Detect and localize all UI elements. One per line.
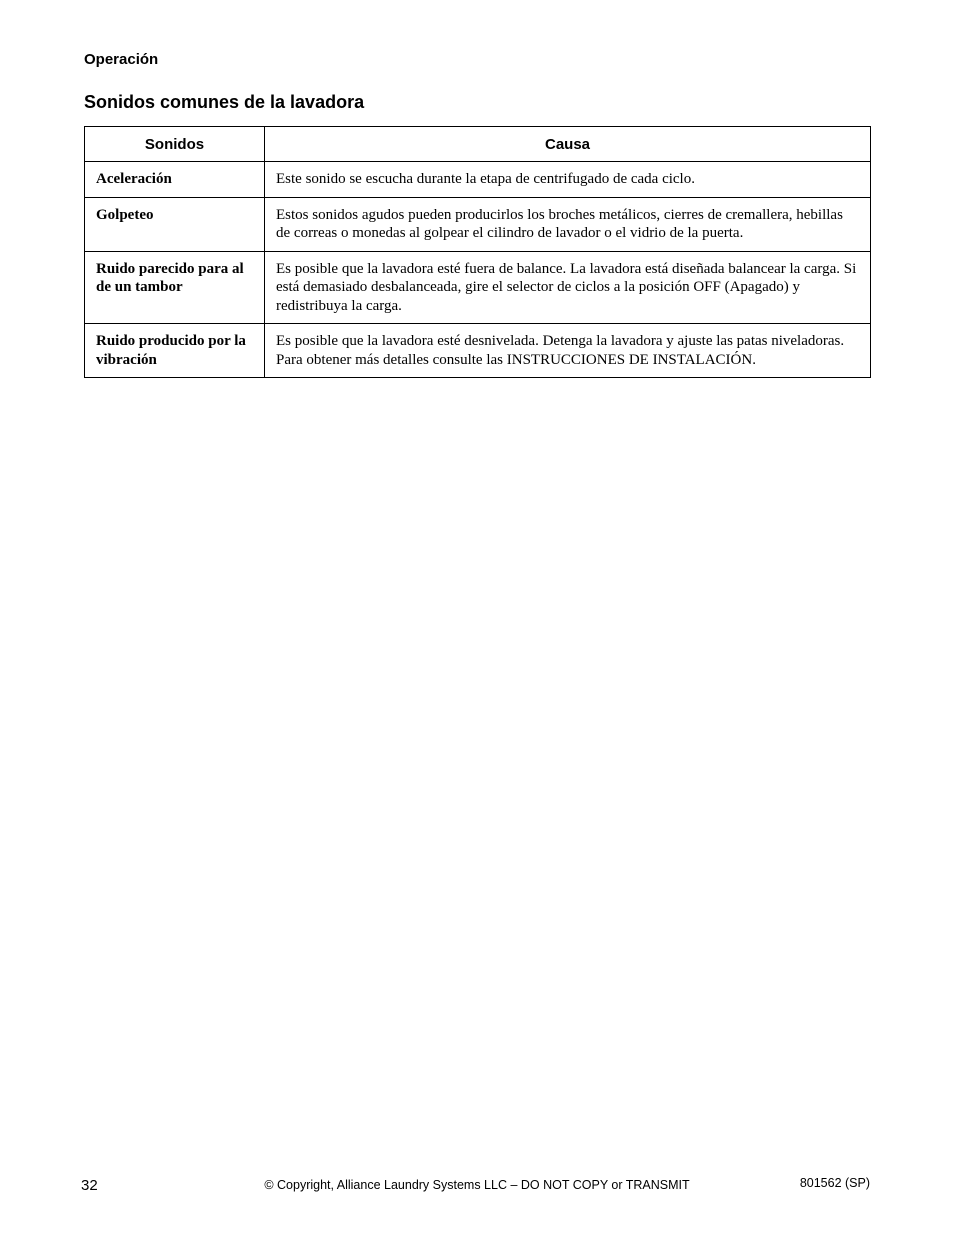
cause-cell: Es posible que la lavadora esté desnivelada. Detenga la lavadora y ajuste las patas niveladoras. Para obtener más detalles consulte las INSTRUCCIONES DE INSTALACIÓN. (265, 324, 871, 378)
sounds-table (84, 126, 871, 378)
column-header-sounds: Sonidos (85, 127, 265, 162)
table-row (85, 251, 871, 324)
cause-cell: Este sonido se escucha durante la etapa de centrifugado de cada ciclo. (265, 162, 871, 198)
page-number: 32 (81, 1177, 98, 1194)
document-number: 801562 (SP) (799, 1176, 870, 1190)
table-header-row (85, 127, 871, 162)
page-title: Sonidos comunes de la lavadora (84, 92, 365, 112)
table-row (85, 324, 871, 378)
cause-cell: Estos sonidos agudos pueden producirlos los broches metálicos, cierres de cremallera, hebillas de correas o monedas al golpear el cilindro de lavador o el vidrio de la puerta. (265, 197, 871, 251)
sound-cell: Ruido producido por la vibración (85, 324, 265, 378)
sound-cell: Ruido parecido para al de un tambor (85, 251, 265, 324)
table-row (85, 197, 871, 251)
table-row (85, 162, 871, 198)
cause-cell: Es posible que la lavadora esté fuera de balance. La lavadora está diseñada balancear la carga. Si está demasiado desbalanceada, gire el selector de ciclos a la posición OFF (Apagado) y redistribuya la carga. (265, 251, 871, 324)
copyright-notice: © Copyright, Alliance Laundry Systems LLC – DO NOT COPY or TRANSMIT (264, 1178, 690, 1192)
sound-cell: Golpeteo (85, 197, 265, 251)
section-label: Operación (84, 51, 159, 68)
column-header-cause: Causa (265, 127, 871, 162)
sound-cell: Aceleración (85, 162, 265, 198)
